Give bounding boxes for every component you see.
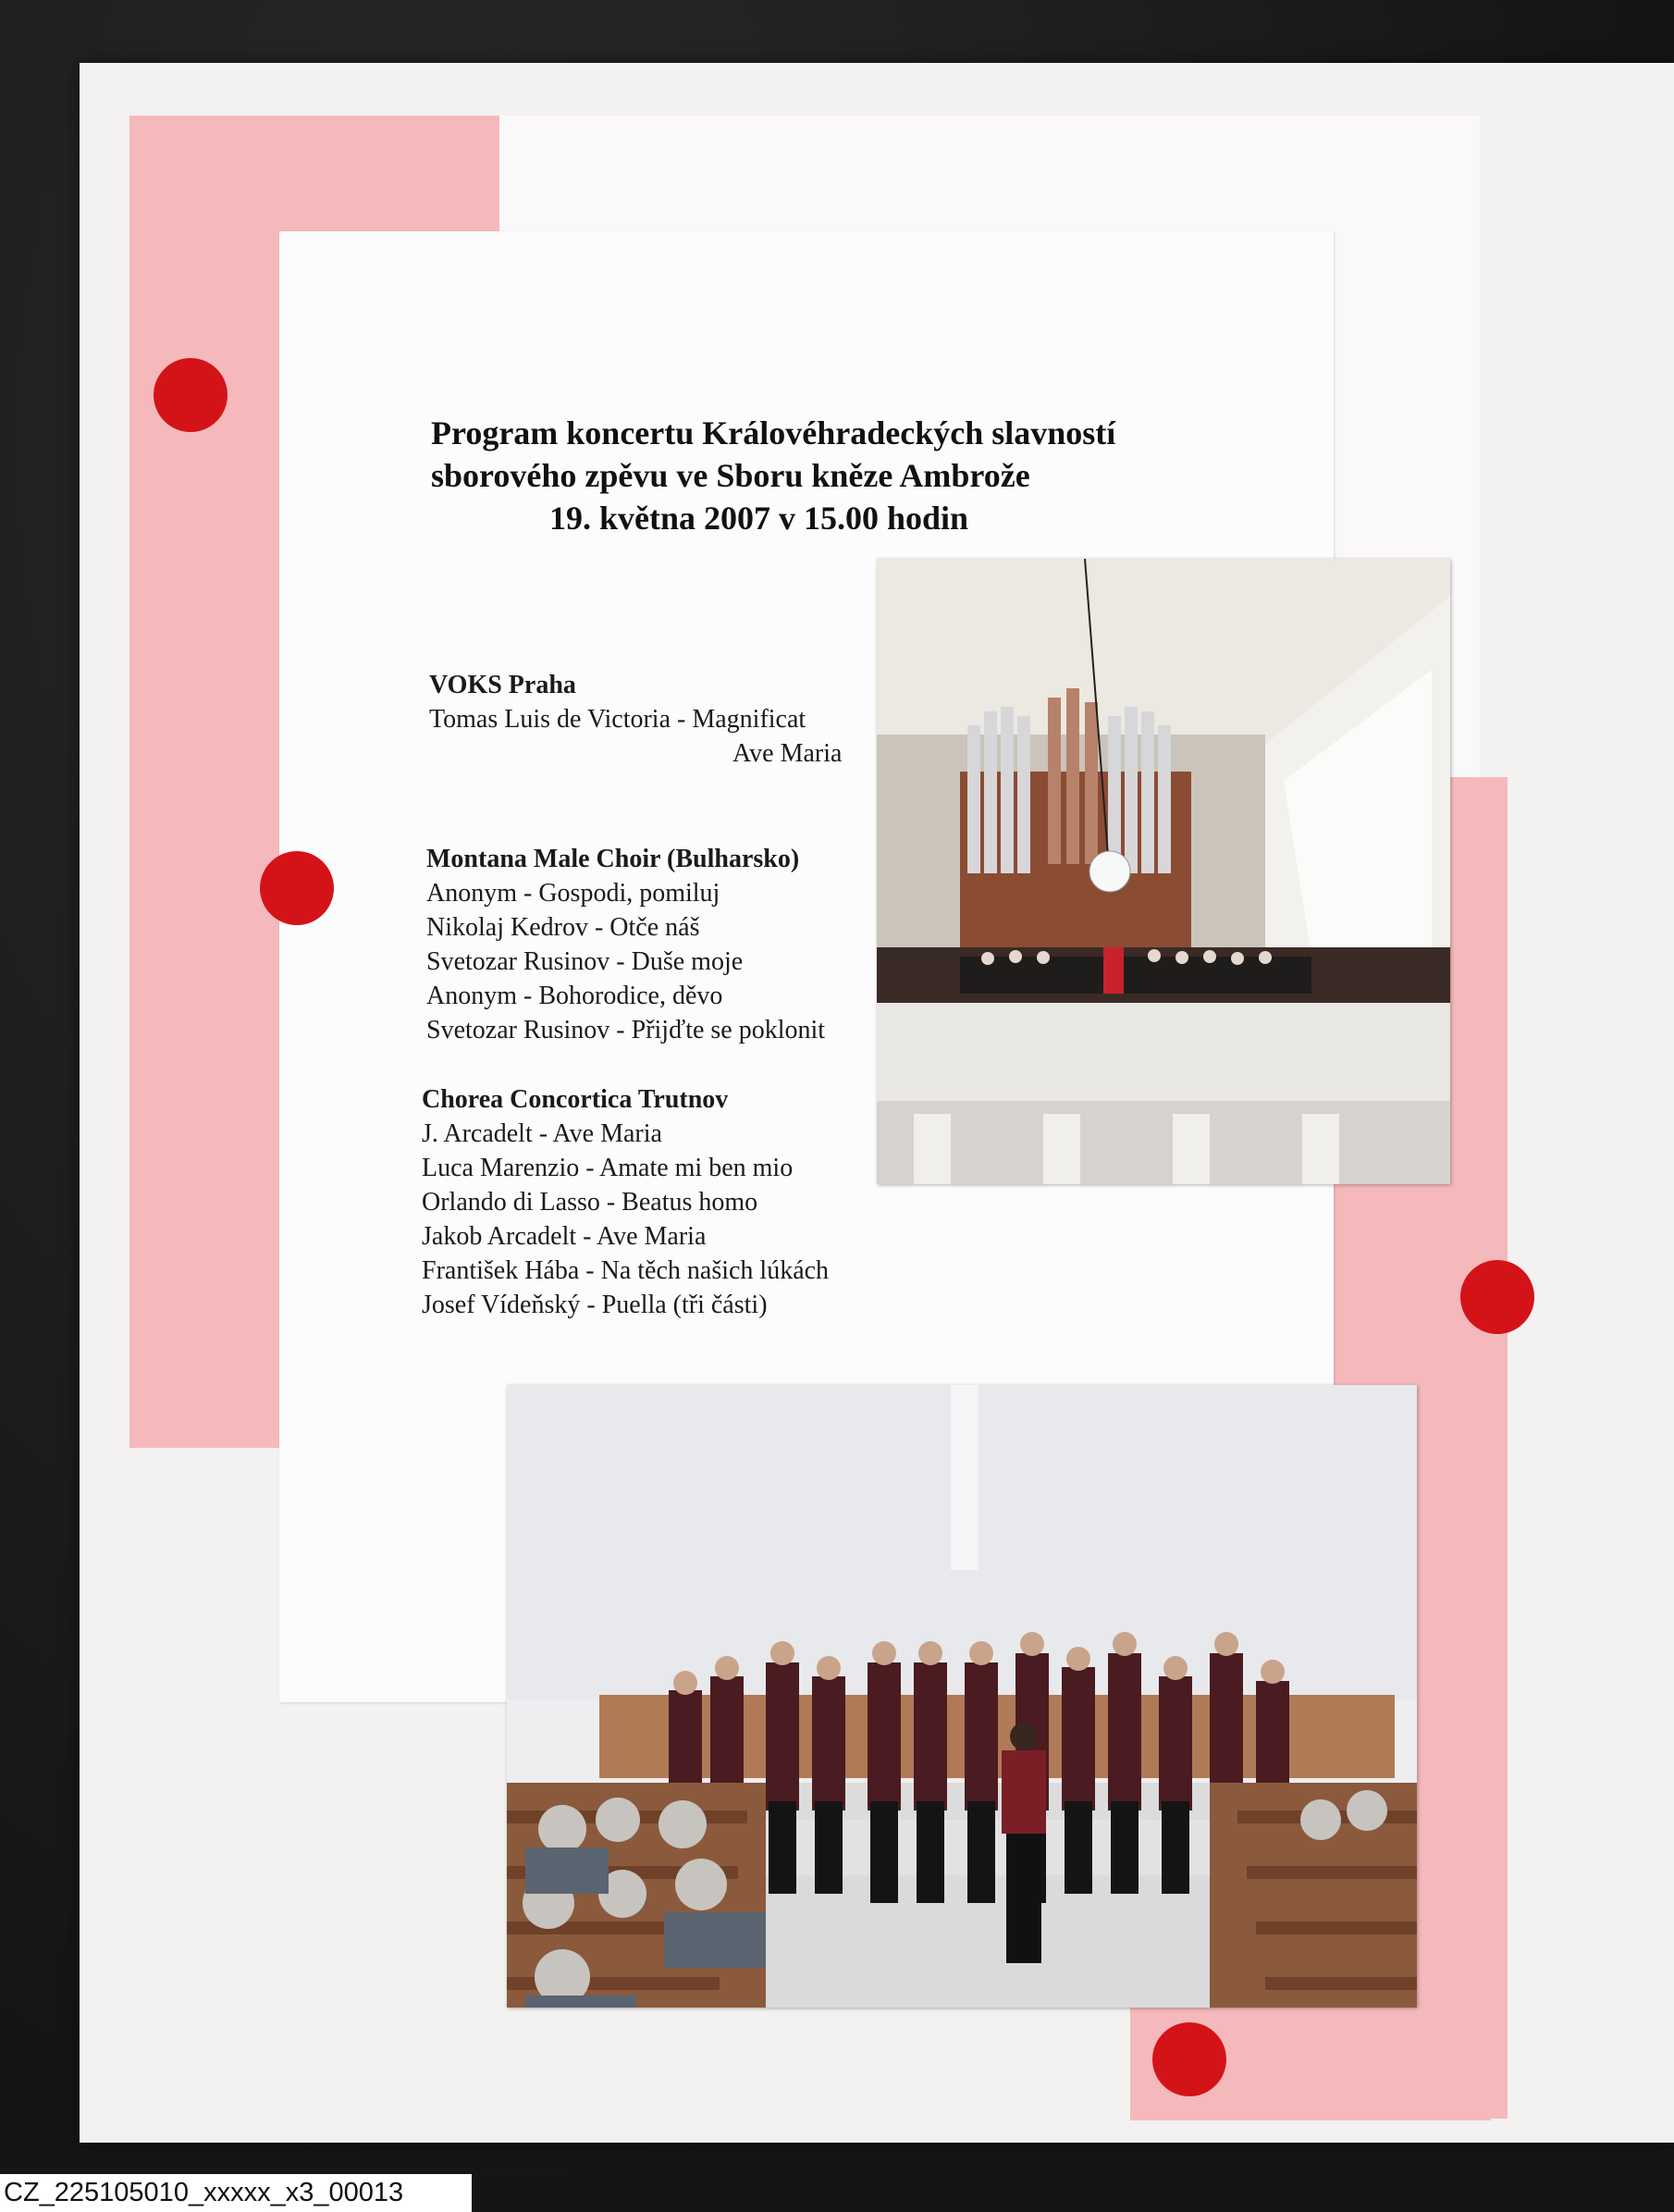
photo-choir-balcony	[877, 559, 1450, 1184]
ensemble-name: Chorea Concortica Trutnov	[422, 1085, 729, 1114]
photo-choir-audience	[507, 1385, 1417, 2008]
photo-choir-audience-image	[507, 1385, 1417, 2008]
ensemble-name: VOKS Praha	[429, 671, 576, 699]
title-line-2: sborového zpěvu ve Sboru kněze Ambrože	[431, 457, 1030, 494]
program-section-voks	[429, 668, 842, 771]
work-item: Svetozar Rusinov - Duše moje	[426, 947, 744, 976]
photo-choir-balcony-image	[877, 559, 1450, 1184]
title-line-1: Program koncertu Královéhradeckých slavností	[431, 414, 1116, 451]
program-section-montana	[426, 842, 825, 1047]
red-adhesive-dot	[1152, 2022, 1226, 2096]
work-item: Tomas Luis de Victoria - Magnificat	[429, 705, 806, 734]
red-adhesive-dot	[1460, 1260, 1534, 1334]
work-item: Orlando di Lasso - Beatus homo	[422, 1188, 758, 1217]
work-item: Anonym - Gospodi, pomiluj	[426, 879, 720, 908]
title-line-3: 19. května 2007 v 15.00 hodin	[549, 500, 969, 537]
work-item: Jakob Arcadelt - Ave Maria	[422, 1222, 707, 1251]
work-item: J. Arcadelt - Ave Maria	[422, 1119, 662, 1148]
program-title	[431, 412, 1282, 539]
red-adhesive-dot	[154, 358, 228, 432]
work-item: Svetozar Rusinov - Přijďte se poklonit	[426, 1016, 826, 1044]
work-item: František Hába - Na těch našich lúkách	[422, 1256, 830, 1285]
archive-id-caption: CZ_225105010_xxxxx_x3_00013	[0, 2174, 472, 2212]
work-item: Josef Vídeňský - Puella (tři části)	[422, 1291, 768, 1319]
ensemble-name: Montana Male Choir (Bulharsko)	[426, 845, 800, 873]
red-adhesive-dot	[260, 851, 334, 925]
work-item: Ave Maria	[732, 739, 843, 768]
work-item: Anonym - Bohorodice, děvo	[426, 982, 723, 1010]
work-item: Nikolaj Kedrov - Otče náš	[426, 913, 700, 942]
work-item: Luca Marenzio - Amate mi ben mio	[422, 1154, 794, 1182]
program-section-chorea	[422, 1082, 829, 1322]
